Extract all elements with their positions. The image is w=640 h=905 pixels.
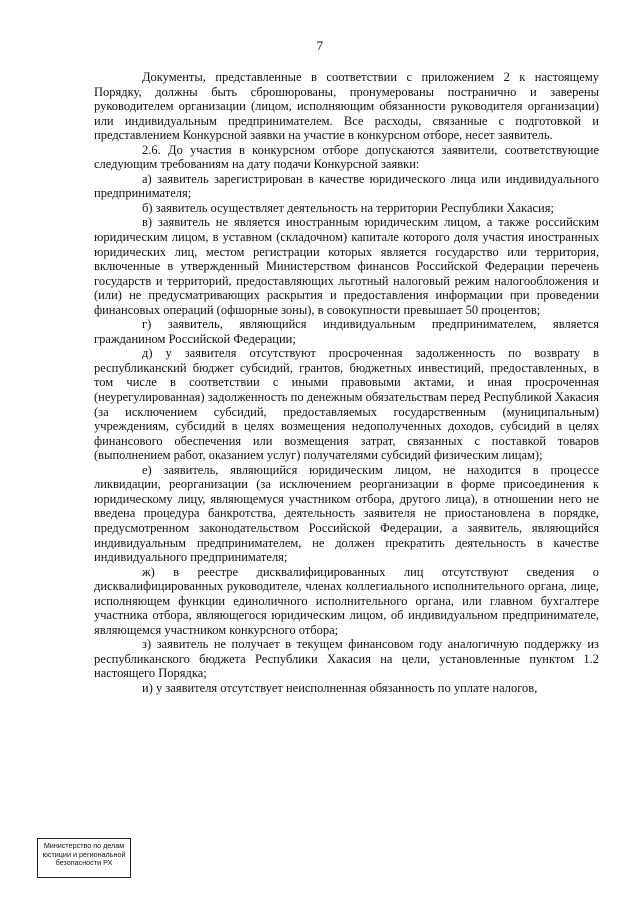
paragraph-item-z: з) заявитель не получает в текущем финансовом году аналогичную поддержку из республиканского бюджета Республики Хакасия на цели, установленные пунктом 1.2 настоящего Порядка; (94, 637, 599, 681)
paragraph-documents: Документы, представленные в соответствии с приложением 2 к настоящему Порядку, должны быть сброшюрованы, пронумерованы постранично и заверены руководителем организации (лицом, исполняющим обязанности руководителя организации) или индивидуальным предпринимателем. Все расходы, связанные с подготовкой и представлением Конкурсной заявки на участие в конкурсном отборе, несет заявитель. (94, 70, 599, 143)
paragraph-item-g: г) заявитель, являющийся индивидуальным предпринимателем, является гражданином Российской Федерации; (94, 317, 599, 346)
paragraph-2-6: 2.6. До участия в конкурсном отборе допускаются заявители, соответствующие следующим требованиям на дату подачи Конкурсной заявки: (94, 142, 599, 172)
document-body (94, 70, 599, 696)
stamp-line-2: юстиции и региональной (42, 849, 126, 859)
paragraph-item-e: е) заявитель, являющийся юридическим лицом, не находится в процессе ликвидации, реорганизации (за исключением реорганизации в форме присоединения к юридическому лицу, являющемуся участником отбора, другого лица), в отношении него не введена процедура банкротства, деятельность заявителя не приостановлена в порядке, предусмотренном законодательством Российской Федерации, а заявитель, являющийся индивидуальным предпринимателем, не должен прекратить деятельность в качестве индивидуального предпринимателя; (94, 462, 599, 565)
paragraph-item-i: и) у заявителя отсутствует неисполненная обязанность по уплате налогов, (142, 680, 538, 695)
page-number: 7 (316, 38, 324, 53)
stamp-line-1: Министерство по делам (43, 841, 125, 850)
stamp-line-3: безопасности РХ (55, 858, 113, 868)
paragraph-item-zh: ж) в реестре дисквалифицированных лиц отсутствуют сведения о дисквалифицированных руководителе, членах коллегиального исполнительного органа, лице, исполняющем функции единоличного исполнительного органа, или главном бухгалтере участника отбора, являющегося юридическим лицом, об индивидуальном предпринимателе, являющемся участником конкурсного отбора; (94, 564, 599, 637)
registration-stamp (37, 838, 131, 878)
paragraph-item-d: д) у заявителя отсутствуют просроченная задолженность по возврату в республиканский бюджет субсидий, грантов, бюджетных инвестиций, предоставленных, в том числе в соответствии с иными правовыми актами, и иная просроченная (неурегулированная) задолженность по денежным обязательствам перед Республикой Хакасия (за исключением субсидий, предоставляемых государственным (муниципальным) учреждениям, субсидий в целях возмещения недополученных доходов, субсидий в целях финансового обеспечения или возмещения затрат, связанных с поставкой товаров (выполнением работ, оказанием услуг) получателями субсидий физическим лицам); (94, 346, 599, 463)
paragraph-item-v: в) заявитель не является иностранным юридическим лицом, а также российским юридическим лицом, в уставном (складочном) капитале которого доля участия иностранных юридических лиц, местом регистрации которых является государство или территория, включенные в утвержденный Министерством финансов Российской Федерации перечень государств и территорий, предоставляющих льготный налоговый режим налогообложения и (или) не предусматривающих раскрытия и предоставления информации при проведении финансовых операций (офшорные зоны), в совокупности превышает 50 процентов; (94, 215, 599, 317)
paragraph-item-b: б) заявитель осуществляет деятельность на территории Республики Хакасия; (142, 200, 554, 215)
paragraph-item-a: а) заявитель зарегистрирован в качестве юридического лица или индивидуального предпринимателя; (94, 171, 599, 201)
